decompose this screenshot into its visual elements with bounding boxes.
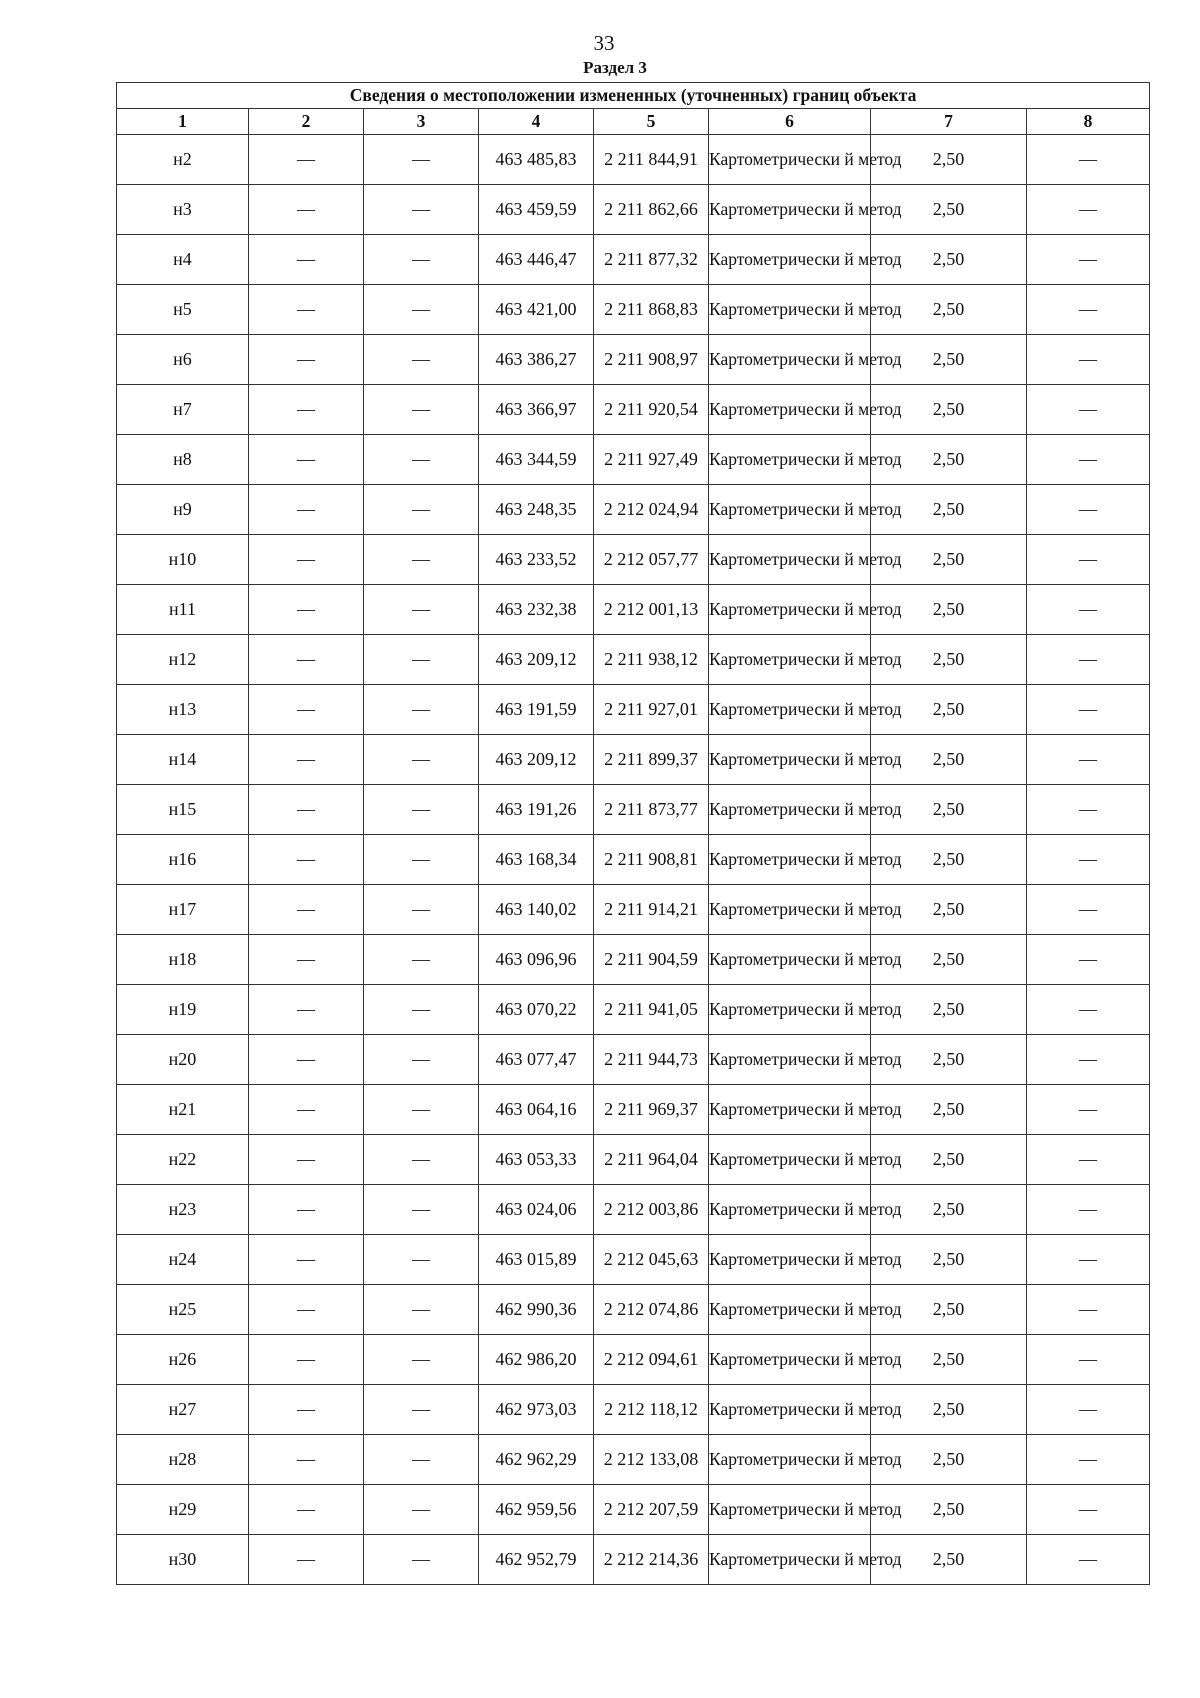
cell-col-3: — (364, 1185, 479, 1235)
coord-y-cell: 2 211 927,01 (594, 685, 709, 735)
table-row (117, 185, 1150, 235)
table-row (117, 1235, 1150, 1285)
cell-col-8: — (1027, 1435, 1150, 1485)
accuracy-cell: 2,50 (871, 535, 1027, 585)
cell-col-8: — (1027, 435, 1150, 485)
coord-x-cell: 462 973,03 (479, 1385, 594, 1435)
cell-col-2: — (249, 1485, 364, 1535)
coord-x-cell: 463 070,22 (479, 985, 594, 1035)
coord-y-cell: 2 211 964,04 (594, 1135, 709, 1185)
cell-col-2: — (249, 285, 364, 335)
point-name-cell: н3 (117, 185, 249, 235)
method-cell: Картометрически й метод (709, 385, 871, 435)
cell-col-2: — (249, 1085, 364, 1135)
point-name-cell: н25 (117, 1285, 249, 1335)
cell-col-8: — (1027, 385, 1150, 435)
coord-x-cell: 463 344,59 (479, 435, 594, 485)
coord-x-cell: 463 096,96 (479, 935, 594, 985)
coord-y-cell: 2 211 908,97 (594, 335, 709, 385)
cell-col-3: — (364, 385, 479, 435)
column-header: 3 (364, 109, 479, 135)
accuracy-cell: 2,50 (871, 1035, 1027, 1085)
cell-col-3: — (364, 135, 479, 185)
point-name-cell: н24 (117, 1235, 249, 1285)
cell-col-3: — (364, 185, 479, 235)
coord-y-cell: 2 211 877,32 (594, 235, 709, 285)
cell-col-3: — (364, 1335, 479, 1385)
coord-x-cell: 462 986,20 (479, 1335, 594, 1385)
accuracy-cell: 2,50 (871, 985, 1027, 1035)
cell-col-8: — (1027, 1285, 1150, 1335)
accuracy-cell: 2,50 (871, 1235, 1027, 1285)
method-cell: Картометрически й метод (709, 835, 871, 885)
coord-y-cell: 2 212 094,61 (594, 1335, 709, 1385)
coord-x-cell: 463 459,59 (479, 185, 594, 235)
point-name-cell: н6 (117, 335, 249, 385)
method-cell: Картометрически й метод (709, 1485, 871, 1535)
cell-col-2: — (249, 485, 364, 535)
coord-x-cell: 463 209,12 (479, 635, 594, 685)
column-header: 2 (249, 109, 364, 135)
cell-col-8: — (1027, 1485, 1150, 1535)
table-row (117, 835, 1150, 885)
point-name-cell: н28 (117, 1435, 249, 1485)
cell-col-2: — (249, 685, 364, 735)
cell-col-8: — (1027, 285, 1150, 335)
coord-x-cell: 463 209,12 (479, 735, 594, 785)
method-cell: Картометрически й метод (709, 1335, 871, 1385)
point-name-cell: н7 (117, 385, 249, 435)
cell-col-2: — (249, 1435, 364, 1485)
column-header: 1 (117, 109, 249, 135)
coord-y-cell: 2 212 045,63 (594, 1235, 709, 1285)
coord-y-cell: 2 211 920,54 (594, 385, 709, 435)
table-row (117, 685, 1150, 735)
cell-col-8: — (1027, 235, 1150, 285)
coord-x-cell: 463 485,83 (479, 135, 594, 185)
point-name-cell: н30 (117, 1535, 249, 1585)
cell-col-8: — (1027, 1135, 1150, 1185)
coord-x-cell: 463 191,59 (479, 685, 594, 735)
method-cell: Картометрически й метод (709, 135, 871, 185)
cell-col-8: — (1027, 335, 1150, 385)
method-cell: Картометрически й метод (709, 1235, 871, 1285)
method-cell: Картометрически й метод (709, 585, 871, 635)
cell-col-3: — (364, 535, 479, 585)
point-name-cell: н10 (117, 535, 249, 585)
coord-x-cell: 463 386,27 (479, 335, 594, 385)
table-row (117, 485, 1150, 535)
cell-col-2: — (249, 635, 364, 685)
accuracy-cell: 2,50 (871, 735, 1027, 785)
cell-col-2: — (249, 735, 364, 785)
accuracy-cell: 2,50 (871, 335, 1027, 385)
cell-col-2: — (249, 1335, 364, 1385)
cell-col-3: — (364, 635, 479, 685)
cell-col-3: — (364, 1135, 479, 1185)
coord-y-cell: 2 211 927,49 (594, 435, 709, 485)
cell-col-2: — (249, 185, 364, 235)
cell-col-8: — (1027, 1185, 1150, 1235)
point-name-cell: н17 (117, 885, 249, 935)
cell-col-2: — (249, 585, 364, 635)
table-header-row (117, 109, 1150, 135)
table-caption: Сведения о местоположении измененных (уточненных) границ объекта (117, 83, 1150, 109)
point-name-cell: н13 (117, 685, 249, 735)
coord-y-cell: 2 212 003,86 (594, 1185, 709, 1235)
coord-x-cell: 462 990,36 (479, 1285, 594, 1335)
cell-col-2: — (249, 385, 364, 435)
accuracy-cell: 2,50 (871, 1535, 1027, 1585)
column-header: 8 (1027, 109, 1150, 135)
point-name-cell: н14 (117, 735, 249, 785)
table-row (117, 335, 1150, 385)
coord-y-cell: 2 211 938,12 (594, 635, 709, 685)
cell-col-2: — (249, 1285, 364, 1335)
table-row (117, 785, 1150, 835)
method-cell: Картометрически й метод (709, 185, 871, 235)
cell-col-2: — (249, 835, 364, 885)
point-name-cell: н21 (117, 1085, 249, 1135)
table-row (117, 735, 1150, 785)
coord-y-cell: 2 211 944,73 (594, 1035, 709, 1085)
cell-col-3: — (364, 985, 479, 1035)
cell-col-8: — (1027, 985, 1150, 1035)
accuracy-cell: 2,50 (871, 585, 1027, 635)
coord-y-cell: 2 212 133,08 (594, 1435, 709, 1485)
cell-col-3: — (364, 435, 479, 485)
point-name-cell: н11 (117, 585, 249, 635)
coord-x-cell: 463 232,38 (479, 585, 594, 635)
table-row (117, 385, 1150, 435)
cell-col-3: — (364, 885, 479, 935)
coord-x-cell: 463 191,26 (479, 785, 594, 835)
accuracy-cell: 2,50 (871, 385, 1027, 435)
point-name-cell: н18 (117, 935, 249, 985)
cell-col-3: — (364, 685, 479, 735)
coord-x-cell: 463 140,02 (479, 885, 594, 935)
table-caption-row (117, 83, 1150, 109)
cell-col-3: — (364, 1235, 479, 1285)
coord-y-cell: 2 211 868,83 (594, 285, 709, 335)
cell-col-2: — (249, 1135, 364, 1185)
coord-x-cell: 463 233,52 (479, 535, 594, 585)
cell-col-2: — (249, 1235, 364, 1285)
method-cell: Картометрически й метод (709, 885, 871, 935)
method-cell: Картометрически й метод (709, 485, 871, 535)
cell-col-8: — (1027, 1235, 1150, 1285)
method-cell: Картометрически й метод (709, 1135, 871, 1185)
coord-x-cell: 462 959,56 (479, 1485, 594, 1535)
table-row (117, 935, 1150, 985)
table-row (117, 285, 1150, 335)
cell-col-2: — (249, 785, 364, 835)
cell-col-3: — (364, 1035, 479, 1085)
point-name-cell: н5 (117, 285, 249, 335)
cell-col-2: — (249, 435, 364, 485)
coord-x-cell: 463 366,97 (479, 385, 594, 435)
accuracy-cell: 2,50 (871, 435, 1027, 485)
coord-y-cell: 2 212 214,36 (594, 1535, 709, 1585)
cell-col-3: — (364, 485, 479, 535)
coord-x-cell: 462 952,79 (479, 1535, 594, 1585)
cell-col-2: — (249, 1185, 364, 1235)
accuracy-cell: 2,50 (871, 885, 1027, 935)
cell-col-2: — (249, 935, 364, 985)
coord-y-cell: 2 211 941,05 (594, 985, 709, 1035)
coord-y-cell: 2 212 001,13 (594, 585, 709, 635)
cell-col-3: — (364, 285, 479, 335)
cell-col-8: — (1027, 485, 1150, 535)
boundary-coordinates-table (116, 82, 1150, 1585)
cell-col-8: — (1027, 885, 1150, 935)
point-name-cell: н4 (117, 235, 249, 285)
accuracy-cell: 2,50 (871, 635, 1027, 685)
coord-y-cell: 2 212 118,12 (594, 1385, 709, 1435)
point-name-cell: н12 (117, 635, 249, 685)
cell-col-2: — (249, 885, 364, 935)
method-cell: Картометрически й метод (709, 935, 871, 985)
cell-col-3: — (364, 735, 479, 785)
accuracy-cell: 2,50 (871, 1485, 1027, 1535)
cell-col-8: — (1027, 785, 1150, 835)
cell-col-8: — (1027, 585, 1150, 635)
method-cell: Картометрически й метод (709, 685, 871, 735)
cell-col-8: — (1027, 535, 1150, 585)
cell-col-8: — (1027, 1385, 1150, 1435)
table-body (117, 83, 1150, 1585)
coord-y-cell: 2 211 844,91 (594, 135, 709, 185)
table-row (117, 1335, 1150, 1385)
table-row (117, 1435, 1150, 1485)
point-name-cell: н22 (117, 1135, 249, 1185)
accuracy-cell: 2,50 (871, 935, 1027, 985)
column-header: 6 (709, 109, 871, 135)
point-name-cell: н27 (117, 1385, 249, 1435)
point-name-cell: н15 (117, 785, 249, 835)
method-cell: Картометрически й метод (709, 1535, 871, 1585)
point-name-cell: н23 (117, 1185, 249, 1235)
cell-col-8: — (1027, 735, 1150, 785)
cell-col-2: — (249, 1035, 364, 1085)
cell-col-8: — (1027, 685, 1150, 735)
cell-col-3: — (364, 1535, 479, 1585)
table-row (117, 1535, 1150, 1585)
page-number: 33 (593, 31, 615, 55)
accuracy-cell: 2,50 (871, 1385, 1027, 1435)
method-cell: Картометрически й метод (709, 235, 871, 285)
point-name-cell: н29 (117, 1485, 249, 1535)
table-row (117, 985, 1150, 1035)
accuracy-cell: 2,50 (871, 1085, 1027, 1135)
cell-col-3: — (364, 835, 479, 885)
accuracy-cell: 2,50 (871, 785, 1027, 835)
coord-x-cell: 463 446,47 (479, 235, 594, 285)
coord-y-cell: 2 212 057,77 (594, 535, 709, 585)
table-row (117, 235, 1150, 285)
cell-col-3: — (364, 585, 479, 635)
cell-col-3: — (364, 785, 479, 835)
cell-col-8: — (1027, 835, 1150, 885)
cell-col-3: — (364, 335, 479, 385)
coord-y-cell: 2 212 074,86 (594, 1285, 709, 1335)
table-row (117, 1035, 1150, 1085)
table-row (117, 435, 1150, 485)
coord-y-cell: 2 211 914,21 (594, 885, 709, 935)
accuracy-cell: 2,50 (871, 1185, 1027, 1235)
cell-col-2: — (249, 135, 364, 185)
table-row (117, 1285, 1150, 1335)
coord-x-cell: 463 168,34 (479, 835, 594, 885)
table-row (117, 635, 1150, 685)
method-cell: Картометрически й метод (709, 1385, 871, 1435)
table-row (117, 885, 1150, 935)
method-cell: Картометрически й метод (709, 985, 871, 1035)
cell-col-2: — (249, 535, 364, 585)
accuracy-cell: 2,50 (871, 1335, 1027, 1385)
coord-x-cell: 463 064,16 (479, 1085, 594, 1135)
cell-col-2: — (249, 1535, 364, 1585)
cell-col-2: — (249, 235, 364, 285)
cell-col-8: — (1027, 135, 1150, 185)
accuracy-cell: 2,50 (871, 685, 1027, 735)
coord-y-cell: 2 212 024,94 (594, 485, 709, 535)
table-row (117, 135, 1150, 185)
table-row (117, 1485, 1150, 1535)
point-name-cell: н19 (117, 985, 249, 1035)
accuracy-cell: 2,50 (871, 1135, 1027, 1185)
table-row (117, 1385, 1150, 1435)
cell-col-3: — (364, 1285, 479, 1335)
coord-y-cell: 2 211 862,66 (594, 185, 709, 235)
point-name-cell: н26 (117, 1335, 249, 1385)
coord-y-cell: 2 211 908,81 (594, 835, 709, 885)
table-row (117, 535, 1150, 585)
section-title: Раздел 3 (583, 58, 647, 77)
coord-x-cell: 463 015,89 (479, 1235, 594, 1285)
point-name-cell: н8 (117, 435, 249, 485)
method-cell: Картометрически й метод (709, 635, 871, 685)
accuracy-cell: 2,50 (871, 235, 1027, 285)
method-cell: Картометрически й метод (709, 785, 871, 835)
accuracy-cell: 2,50 (871, 835, 1027, 885)
cell-col-3: — (364, 1485, 479, 1535)
coord-y-cell: 2 211 873,77 (594, 785, 709, 835)
cell-col-2: — (249, 335, 364, 385)
cell-col-8: — (1027, 1535, 1150, 1585)
table-row (117, 1185, 1150, 1235)
table-row (117, 1085, 1150, 1135)
coord-y-cell: 2 211 899,37 (594, 735, 709, 785)
cell-col-3: — (364, 1435, 479, 1485)
cell-col-3: — (364, 235, 479, 285)
cell-col-2: — (249, 1385, 364, 1435)
method-cell: Картометрически й метод (709, 435, 871, 485)
coord-x-cell: 462 962,29 (479, 1435, 594, 1485)
method-cell: Картометрически й метод (709, 1435, 871, 1485)
method-cell: Картометрически й метод (709, 1285, 871, 1335)
point-name-cell: н20 (117, 1035, 249, 1085)
cell-col-8: — (1027, 1085, 1150, 1135)
coord-y-cell: 2 211 904,59 (594, 935, 709, 985)
column-header: 5 (594, 109, 709, 135)
cell-col-8: — (1027, 1335, 1150, 1385)
coord-x-cell: 463 024,06 (479, 1185, 594, 1235)
method-cell: Картометрически й метод (709, 285, 871, 335)
cell-col-8: — (1027, 935, 1150, 985)
method-cell: Картометрически й метод (709, 535, 871, 585)
point-name-cell: н9 (117, 485, 249, 535)
accuracy-cell: 2,50 (871, 285, 1027, 335)
coord-y-cell: 2 211 969,37 (594, 1085, 709, 1135)
method-cell: Картометрически й метод (709, 735, 871, 785)
cell-col-8: — (1027, 635, 1150, 685)
method-cell: Картометрически й метод (709, 1035, 871, 1085)
coord-y-cell: 2 212 207,59 (594, 1485, 709, 1535)
cell-col-8: — (1027, 185, 1150, 235)
cell-col-3: — (364, 935, 479, 985)
table-row (117, 585, 1150, 635)
point-name-cell: н16 (117, 835, 249, 885)
accuracy-cell: 2,50 (871, 135, 1027, 185)
cell-col-2: — (249, 985, 364, 1035)
point-name-cell: н2 (117, 135, 249, 185)
accuracy-cell: 2,50 (871, 485, 1027, 535)
column-header: 7 (871, 109, 1027, 135)
column-header: 4 (479, 109, 594, 135)
method-cell: Картометрически й метод (709, 1185, 871, 1235)
cell-col-8: — (1027, 1035, 1150, 1085)
cell-col-3: — (364, 1385, 479, 1435)
method-cell: Картометрически й метод (709, 335, 871, 385)
method-cell: Картометрически й метод (709, 1085, 871, 1135)
cell-col-3: — (364, 1085, 479, 1135)
coord-x-cell: 463 421,00 (479, 285, 594, 335)
table-row (117, 1135, 1150, 1185)
coord-x-cell: 463 077,47 (479, 1035, 594, 1085)
coord-x-cell: 463 248,35 (479, 485, 594, 535)
coord-x-cell: 463 053,33 (479, 1135, 594, 1185)
accuracy-cell: 2,50 (871, 1285, 1027, 1335)
accuracy-cell: 2,50 (871, 1435, 1027, 1485)
accuracy-cell: 2,50 (871, 185, 1027, 235)
